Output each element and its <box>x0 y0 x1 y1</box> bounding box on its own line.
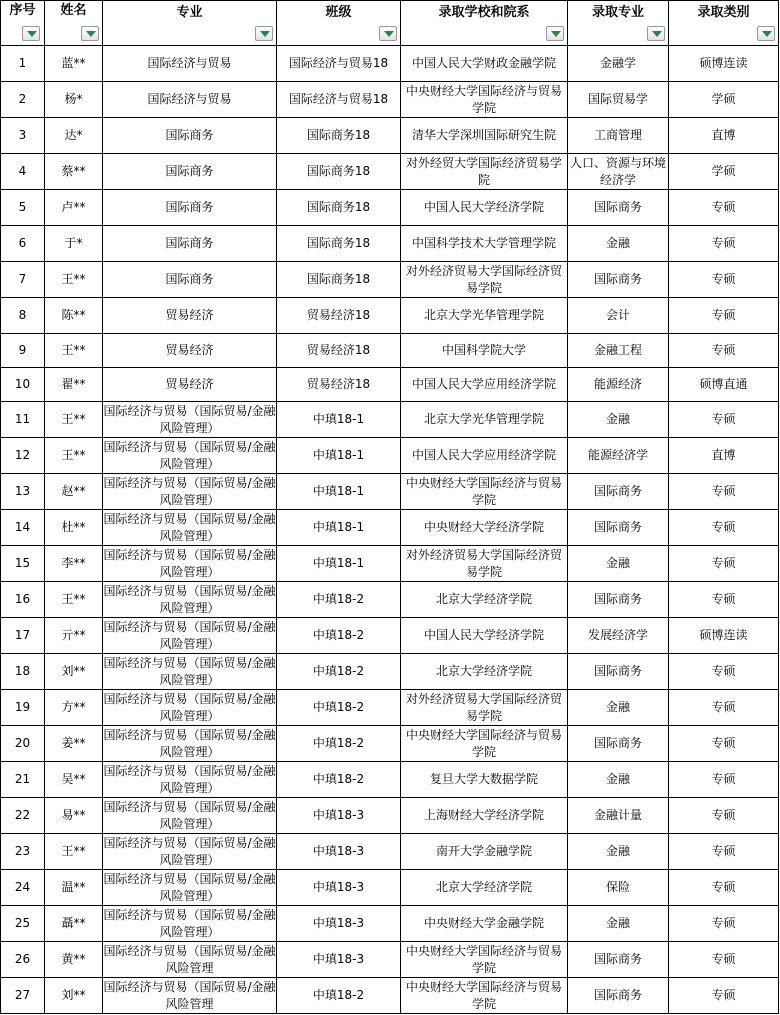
cell-school[interactable]: 中国人民大学经济学院 <box>401 618 568 654</box>
cell-admit-type[interactable]: 专硕 <box>669 798 779 834</box>
cell-school[interactable]: 南开大学金融学院 <box>401 834 568 870</box>
cell-major[interactable]: 国际商务 <box>103 118 277 154</box>
cell-school[interactable]: 中国科学院大学 <box>401 334 568 368</box>
cell-seq[interactable]: 3 <box>1 118 45 154</box>
cell-class[interactable]: 国际商务18 <box>277 226 401 262</box>
cell-name[interactable]: 达* <box>45 118 103 154</box>
table-row <box>1 46 779 82</box>
cell-seq[interactable]: 9 <box>1 334 45 368</box>
cell-admit-major[interactable]: 国际商务 <box>568 978 669 1014</box>
cell-seq[interactable]: 24 <box>1 870 45 906</box>
cell-admit-type[interactable]: 专硕 <box>669 762 779 798</box>
cell-major[interactable]: 国际商务 <box>103 262 277 298</box>
cell-class[interactable]: 贸易经济18 <box>277 368 401 402</box>
cell-class[interactable]: 中瑱18-2 <box>277 618 401 654</box>
table-row <box>1 762 779 798</box>
cell-name[interactable]: 王** <box>45 402 103 438</box>
cell-class[interactable]: 中瑱18-1 <box>277 438 401 474</box>
cell-major[interactable]: 国际经济与贸易（国际贸易/金融风险管理） <box>103 690 277 726</box>
cell-admit-type[interactable]: 专硕 <box>669 226 779 262</box>
cell-school[interactable]: 对外经济贸易大学国际经济贸易学院 <box>401 546 568 582</box>
header-label: 录取学校和院系 <box>438 4 530 20</box>
cell-name[interactable]: 蔡** <box>45 154 103 190</box>
cell-name[interactable]: 王** <box>45 834 103 870</box>
cell-school[interactable]: 对外经济贸易大学国际经济贸易学院 <box>401 262 568 298</box>
table-row <box>1 618 779 654</box>
cell-class[interactable]: 国际经济与贸易18 <box>277 46 401 82</box>
cell-seq[interactable]: 10 <box>1 368 45 402</box>
cell-class[interactable]: 贸易经济18 <box>277 334 401 368</box>
table-row <box>1 906 779 942</box>
filter-dropdown-icon[interactable] <box>81 26 99 41</box>
cell-name[interactable]: 亓** <box>45 618 103 654</box>
table-row <box>1 654 779 690</box>
header-admit-type <box>669 1 779 46</box>
cell-class[interactable]: 中瑱18-2 <box>277 582 401 618</box>
cell-seq[interactable]: 21 <box>1 762 45 798</box>
cell-school[interactable]: 北京大学经济学院 <box>401 870 568 906</box>
header-label: 专业 <box>176 4 203 20</box>
cell-class[interactable]: 中瑱18-2 <box>277 762 401 798</box>
table-row <box>1 334 779 368</box>
table-row <box>1 582 779 618</box>
cell-name[interactable]: 刘** <box>45 654 103 690</box>
cell-school[interactable]: 清华大学深圳国际研究生院 <box>401 118 568 154</box>
header-label: 班级 <box>325 4 352 20</box>
cell-seq[interactable]: 2 <box>1 82 45 118</box>
cell-admit-major[interactable]: 国际商务 <box>568 654 669 690</box>
cell-major[interactable]: 国际经济与贸易（国际贸易/金融风险管理） <box>103 654 277 690</box>
cell-class[interactable]: 中瑱18-3 <box>277 798 401 834</box>
cell-school[interactable]: 中国人民大学财政金融学院 <box>401 46 568 82</box>
cell-admit-type[interactable]: 硕博连读 <box>669 618 779 654</box>
cell-major[interactable]: 贸易经济 <box>103 334 277 368</box>
cell-admit-type[interactable]: 专硕 <box>669 690 779 726</box>
cell-seq[interactable]: 23 <box>1 834 45 870</box>
cell-admit-type[interactable]: 专硕 <box>669 906 779 942</box>
header-name <box>45 1 103 46</box>
cell-major[interactable]: 国际商务 <box>103 190 277 226</box>
cell-admit-type[interactable]: 专硕 <box>669 298 779 334</box>
cell-admit-major[interactable]: 金融 <box>568 906 669 942</box>
cell-seq[interactable]: 22 <box>1 798 45 834</box>
cell-major[interactable]: 国际经济与贸易（国际贸易/金融风险管理） <box>103 834 277 870</box>
cell-major[interactable]: 国际经济与贸易（国际贸易/金融风险管理 <box>103 978 277 1014</box>
cell-seq[interactable]: 26 <box>1 942 45 978</box>
cell-admit-major[interactable]: 国际商务 <box>568 582 669 618</box>
cell-admit-major[interactable]: 会计 <box>568 298 669 334</box>
cell-admit-major[interactable]: 金融 <box>568 226 669 262</box>
cell-admit-type[interactable]: 专硕 <box>669 654 779 690</box>
cell-school[interactable]: 中国科学技术大学管理学院 <box>401 226 568 262</box>
header-row <box>1 1 779 46</box>
cell-seq[interactable]: 4 <box>1 154 45 190</box>
cell-admit-major[interactable]: 工商管理 <box>568 118 669 154</box>
cell-class[interactable]: 中瑱18-3 <box>277 942 401 978</box>
cell-seq[interactable]: 8 <box>1 298 45 334</box>
cell-admit-type[interactable]: 专硕 <box>669 262 779 298</box>
cell-major[interactable]: 贸易经济 <box>103 368 277 402</box>
cell-class[interactable]: 贸易经济18 <box>277 298 401 334</box>
cell-admit-major[interactable]: 金融 <box>568 834 669 870</box>
cell-admit-type[interactable]: 专硕 <box>669 402 779 438</box>
table-body <box>1 46 779 1014</box>
cell-seq[interactable]: 1 <box>1 46 45 82</box>
cell-school[interactable]: 北京大学光华管理学院 <box>401 402 568 438</box>
cell-class[interactable]: 国际商务18 <box>277 154 401 190</box>
cell-school[interactable]: 中央财经大学国际经济与贸易学院 <box>401 474 568 510</box>
cell-major[interactable]: 国际商务 <box>103 226 277 262</box>
header-label: 序号 <box>9 2 36 18</box>
header-seq <box>1 1 45 46</box>
cell-name[interactable]: 杜** <box>45 510 103 546</box>
cell-name[interactable]: 姜** <box>45 726 103 762</box>
filter-dropdown-icon[interactable] <box>379 26 397 41</box>
cell-name[interactable]: 蓝** <box>45 46 103 82</box>
table-row <box>1 298 779 334</box>
cell-admit-major[interactable]: 金融 <box>568 762 669 798</box>
cell-admit-major[interactable]: 国际商务 <box>568 262 669 298</box>
table-row <box>1 402 779 438</box>
cell-admit-major[interactable]: 国际商务 <box>568 190 669 226</box>
cell-admit-type[interactable]: 专硕 <box>669 834 779 870</box>
cell-class[interactable]: 中瑱18-2 <box>277 654 401 690</box>
header-major <box>103 1 277 46</box>
header-label: 姓名 <box>60 2 87 18</box>
cell-class[interactable]: 中瑱18-2 <box>277 690 401 726</box>
cell-school[interactable]: 中央财经大学金融学院 <box>401 906 568 942</box>
cell-seq[interactable]: 12 <box>1 438 45 474</box>
cell-name[interactable]: 温** <box>45 870 103 906</box>
cell-name[interactable]: 黄** <box>45 942 103 978</box>
cell-seq[interactable]: 16 <box>1 582 45 618</box>
header-class <box>277 1 401 46</box>
cell-major[interactable]: 国际经济与贸易（国际贸易/金融风险管理） <box>103 546 277 582</box>
cell-major[interactable]: 国际经济与贸易（国际贸易/金融风险管理） <box>103 870 277 906</box>
cell-name[interactable]: 翟** <box>45 368 103 402</box>
cell-name[interactable]: 王** <box>45 262 103 298</box>
cell-school[interactable]: 上海财经大学经济学院 <box>401 798 568 834</box>
cell-admit-major[interactable]: 金融工程 <box>568 334 669 368</box>
cell-major[interactable]: 国际经济与贸易（国际贸易/金融风险管理） <box>103 510 277 546</box>
cell-seq[interactable]: 7 <box>1 262 45 298</box>
cell-name[interactable]: 易** <box>45 798 103 834</box>
table-row <box>1 726 779 762</box>
cell-class[interactable]: 国际商务18 <box>277 262 401 298</box>
table-row <box>1 368 779 402</box>
cell-major[interactable]: 贸易经济 <box>103 298 277 334</box>
cell-seq[interactable]: 15 <box>1 546 45 582</box>
table-row <box>1 690 779 726</box>
cell-admit-major[interactable]: 国际商务 <box>568 510 669 546</box>
table-row <box>1 474 779 510</box>
cell-seq[interactable]: 6 <box>1 226 45 262</box>
cell-name[interactable]: 刘** <box>45 978 103 1014</box>
cell-admit-type[interactable]: 专硕 <box>669 582 779 618</box>
cell-seq[interactable]: 20 <box>1 726 45 762</box>
cell-admit-major[interactable]: 金融计量 <box>568 798 669 834</box>
table-row <box>1 154 779 190</box>
cell-class[interactable]: 中瑱18-2 <box>277 726 401 762</box>
cell-seq[interactable]: 14 <box>1 510 45 546</box>
cell-seq[interactable]: 27 <box>1 978 45 1014</box>
cell-admit-type[interactable]: 专硕 <box>669 942 779 978</box>
cell-class[interactable]: 国际商务18 <box>277 190 401 226</box>
cell-school[interactable]: 对外经贸大学国际经济贸易学院 <box>401 154 568 190</box>
cell-admit-type[interactable]: 专硕 <box>669 546 779 582</box>
table-row <box>1 870 779 906</box>
cell-seq[interactable]: 5 <box>1 190 45 226</box>
cell-name[interactable]: 卢** <box>45 190 103 226</box>
cell-admit-major[interactable]: 金融 <box>568 690 669 726</box>
cell-name[interactable]: 赵** <box>45 474 103 510</box>
table-row <box>1 798 779 834</box>
cell-major[interactable]: 国际经济与贸易 <box>103 82 277 118</box>
cell-name[interactable]: 方** <box>45 690 103 726</box>
cell-seq[interactable]: 25 <box>1 906 45 942</box>
cell-admit-type[interactable]: 直博 <box>669 438 779 474</box>
cell-school[interactable]: 中央财经大学国际经济与贸易学院 <box>401 978 568 1014</box>
cell-school[interactable]: 对外经济贸易大学国际经济贸易学院 <box>401 690 568 726</box>
cell-class[interactable]: 中瑱18-2 <box>277 978 401 1014</box>
cell-admit-major[interactable]: 保险 <box>568 870 669 906</box>
cell-school[interactable]: 复旦大学大数据学院 <box>401 762 568 798</box>
cell-school[interactable]: 中国人民大学应用经济学院 <box>401 438 568 474</box>
cell-admit-type[interactable]: 专硕 <box>669 474 779 510</box>
cell-class[interactable]: 中瑱18-3 <box>277 834 401 870</box>
cell-school[interactable]: 中央财经大学国际经济与贸易学院 <box>401 942 568 978</box>
cell-admit-type[interactable]: 学硕 <box>669 154 779 190</box>
cell-admit-major[interactable]: 金融 <box>568 402 669 438</box>
cell-admit-type[interactable]: 专硕 <box>669 870 779 906</box>
cell-school[interactable]: 北京大学光华管理学院 <box>401 298 568 334</box>
filter-dropdown-icon[interactable] <box>757 26 775 41</box>
cell-class[interactable]: 国际经济与贸易18 <box>277 82 401 118</box>
cell-name[interactable]: 聶** <box>45 906 103 942</box>
cell-admit-major[interactable]: 人口、资源与环境经济学 <box>568 154 669 190</box>
header-school <box>401 1 568 46</box>
cell-major[interactable]: 国际经济与贸易（国际贸易/金融风险管理） <box>103 474 277 510</box>
cell-admit-type[interactable]: 直博 <box>669 118 779 154</box>
cell-name[interactable]: 吴** <box>45 762 103 798</box>
cell-name[interactable]: 王** <box>45 438 103 474</box>
cell-admit-type[interactable]: 专硕 <box>669 510 779 546</box>
filter-dropdown-icon[interactable] <box>546 26 564 41</box>
cell-major[interactable]: 国际经济与贸易（国际贸易/金融风险管理） <box>103 438 277 474</box>
cell-admit-type[interactable]: 专硕 <box>669 190 779 226</box>
cell-seq[interactable]: 11 <box>1 402 45 438</box>
table-row <box>1 546 779 582</box>
cell-major[interactable]: 国际经济与贸易（国际贸易/金融风险管理） <box>103 726 277 762</box>
filter-dropdown-icon[interactable] <box>255 26 273 41</box>
cell-class[interactable]: 中瑱18-1 <box>277 546 401 582</box>
cell-admit-type[interactable]: 专硕 <box>669 978 779 1014</box>
cell-class[interactable]: 国际商务18 <box>277 118 401 154</box>
cell-class[interactable]: 中瑱18-3 <box>277 870 401 906</box>
cell-name[interactable]: 陈** <box>45 298 103 334</box>
cell-school[interactable]: 中国人民大学应用经济学院 <box>401 368 568 402</box>
cell-name[interactable]: 王** <box>45 582 103 618</box>
cell-admit-major[interactable]: 国际商务 <box>568 942 669 978</box>
cell-class[interactable]: 中瑱18-3 <box>277 906 401 942</box>
table-row <box>1 834 779 870</box>
cell-major[interactable]: 国际经济与贸易（国际贸易/金融风险管理） <box>103 906 277 942</box>
cell-school[interactable]: 北京大学经济学院 <box>401 654 568 690</box>
cell-admit-major[interactable]: 能源经济 <box>568 368 669 402</box>
cell-major[interactable]: 国际经济与贸易（国际贸易/金融风险管理） <box>103 402 277 438</box>
table-row <box>1 438 779 474</box>
cell-name[interactable]: 杨* <box>45 82 103 118</box>
table-row <box>1 262 779 298</box>
table-row <box>1 978 779 1014</box>
table-row <box>1 190 779 226</box>
cell-seq[interactable]: 18 <box>1 654 45 690</box>
cell-admit-type[interactable]: 专硕 <box>669 726 779 762</box>
cell-major[interactable]: 国际经济与贸易（国际贸易/金融风险管理 <box>103 942 277 978</box>
cell-admit-type[interactable]: 硕博连读 <box>669 46 779 82</box>
cell-seq[interactable]: 17 <box>1 618 45 654</box>
cell-class[interactable]: 中瑱18-1 <box>277 402 401 438</box>
cell-name[interactable]: 于* <box>45 226 103 262</box>
header-label: 录取类别 <box>697 4 750 20</box>
cell-major[interactable]: 国际经济与贸易（国际贸易/金融风险管理） <box>103 762 277 798</box>
cell-school[interactable]: 中央财经大学国际经济与贸易学院 <box>401 82 568 118</box>
cell-school[interactable]: 中央财经大学国际经济与贸易学院 <box>401 726 568 762</box>
cell-admit-type[interactable]: 专硕 <box>669 334 779 368</box>
cell-major[interactable]: 国际商务 <box>103 154 277 190</box>
cell-admit-major[interactable]: 国际商务 <box>568 474 669 510</box>
cell-admit-major[interactable]: 国际贸易学 <box>568 82 669 118</box>
cell-admit-major[interactable]: 国际商务 <box>568 726 669 762</box>
cell-admit-major[interactable]: 能源经济学 <box>568 438 669 474</box>
cell-admit-type[interactable]: 学硕 <box>669 82 779 118</box>
cell-major[interactable]: 国际经济与贸易（国际贸易/金融风险管理） <box>103 618 277 654</box>
filter-dropdown-icon[interactable] <box>22 26 40 41</box>
cell-class[interactable]: 中瑱18-1 <box>277 474 401 510</box>
table-row <box>1 82 779 118</box>
cell-major[interactable]: 国际经济与贸易（国际贸易/金融风险管理） <box>103 582 277 618</box>
cell-school[interactable]: 中国人民大学经济学院 <box>401 190 568 226</box>
cell-name[interactable]: 王** <box>45 334 103 368</box>
cell-seq[interactable]: 13 <box>1 474 45 510</box>
cell-admit-major[interactable]: 发展经济学 <box>568 618 669 654</box>
cell-school[interactable]: 中央财经大学经济学院 <box>401 510 568 546</box>
header-label: 录取专业 <box>591 4 644 20</box>
cell-admit-type[interactable]: 硕博直通 <box>669 368 779 402</box>
table-row <box>1 118 779 154</box>
cell-seq[interactable]: 19 <box>1 690 45 726</box>
table-row <box>1 510 779 546</box>
header-admit-major <box>568 1 669 46</box>
cell-admit-major[interactable]: 金融学 <box>568 46 669 82</box>
table-row <box>1 226 779 262</box>
filter-dropdown-icon[interactable] <box>647 26 665 41</box>
cell-major[interactable]: 国际经济与贸易 <box>103 46 277 82</box>
cell-major[interactable]: 国际经济与贸易（国际贸易/金融风险管理） <box>103 798 277 834</box>
table-row <box>1 942 779 978</box>
cell-school[interactable]: 北京大学经济学院 <box>401 582 568 618</box>
cell-admit-major[interactable]: 金融 <box>568 546 669 582</box>
cell-class[interactable]: 中瑱18-1 <box>277 510 401 546</box>
cell-name[interactable]: 李** <box>45 546 103 582</box>
